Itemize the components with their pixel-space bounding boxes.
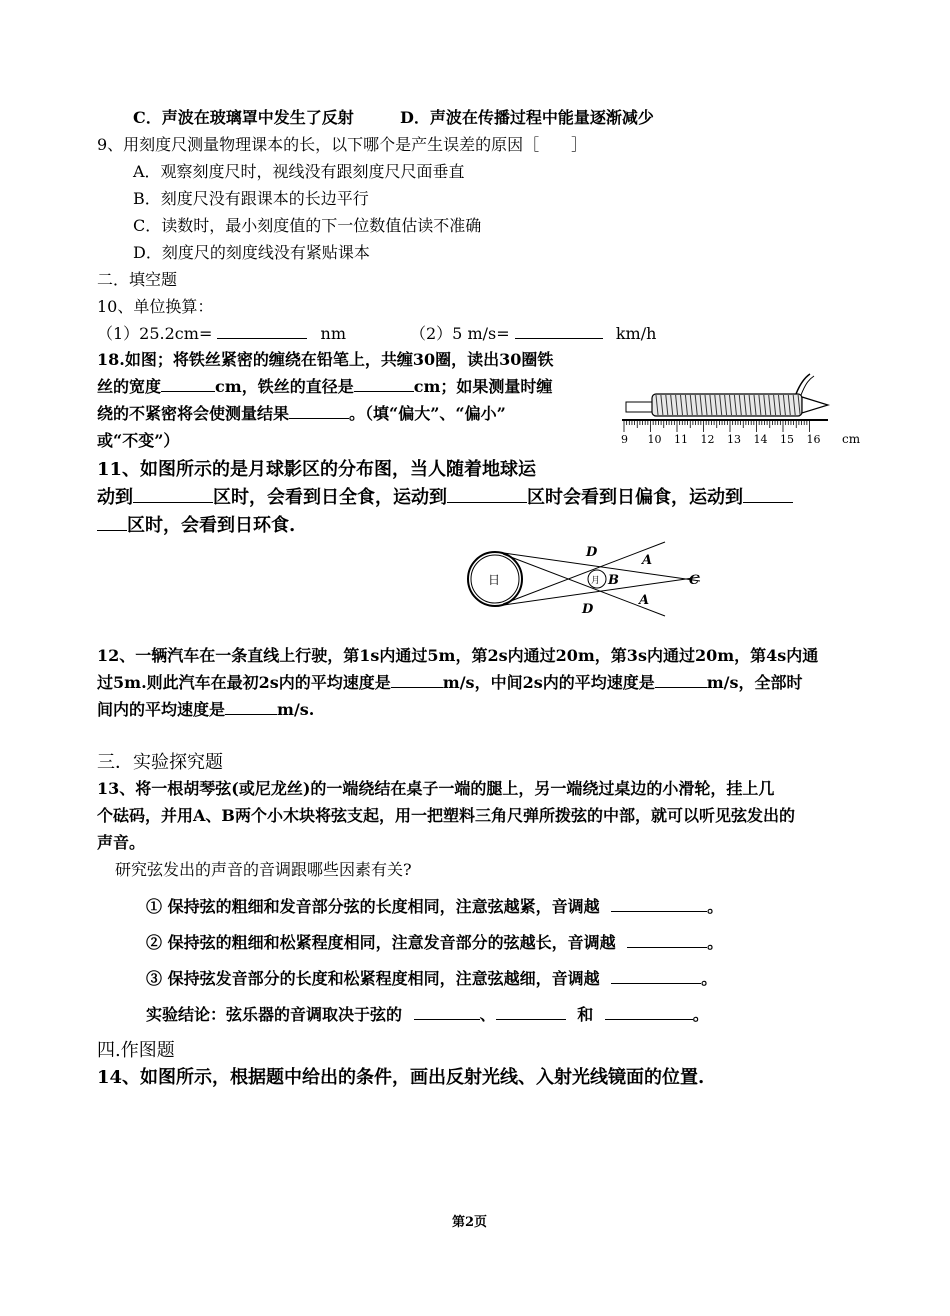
q11-line1: 11、如图所示的是月球影区的分布图，当人随着地球运 [97,459,537,480]
ruler-tick-label: 11 [674,433,688,446]
q11-partial-eclipse-blank[interactable] [447,485,527,503]
q13-line3: 声音。 [97,833,146,852]
q18-line2 [97,376,552,398]
q18-diameter-blank[interactable] [354,376,414,392]
q10-part2-unit: km/h [615,324,657,343]
q12-total-blank[interactable] [225,699,277,715]
q13-line1: 13、将一根胡琴弦(或尼龙丝)的一端绕结在桌子一端的腿上，另一端绕过桌边的小滑轮，挂上几 [97,779,775,798]
q10-part1-blank[interactable] [217,323,307,339]
pencil-tip [802,397,828,413]
q11-total-eclipse-blank[interactable] [133,485,213,503]
q10-part1-prefix: （1）25.2cm= [97,324,213,343]
q18-line4: 或“不变”） [97,431,180,450]
page-footer: 第2页 [452,1215,488,1230]
q11-line2-a: 动到 [97,487,133,508]
ruler-tick-label: 13 [727,433,741,446]
q9-option-d: D．刻度尺的刻度线没有紧贴课本 [133,243,370,262]
q9-option-b: B．刻度尺没有跟课本的长边平行 [133,189,369,208]
q12-middle2s-blank[interactable] [655,672,707,688]
q11-line3-text: 区时，会看到日环食. [127,515,296,536]
q13-conclusion-blank-2[interactable] [496,1004,566,1020]
q13-item1-text: ① 保持弦的粗细和发音部分弦的长度相同，注意弦越紧，音调越 [146,897,600,916]
q9-option-c: C．读数时，最小刻度值的下一位数值估读不准确 [133,216,482,235]
q13-item2-blank[interactable] [627,932,707,948]
q10-stem: 10、单位换算： [97,297,214,316]
q13-item1-blank[interactable] [611,896,707,912]
region-a-top-label: A [642,553,653,568]
ruler-unit-label: cm [842,432,861,446]
q12-line1: 12、一辆汽车在一条直线上行驶，第1s内通过5m，第2s内通过20m，第3s内通过20m，第4s内通 [97,646,819,665]
q12-first2s-blank[interactable] [391,672,443,688]
wire-tail-2 [801,376,814,395]
q12-line2-b: m/s，中间2s内的平均速度是 [442,673,655,692]
q9-option-a: A．观察刻度尺时，视线没有跟刻度尺尺面垂直 [133,162,465,181]
q13-conclusion-text: 实验结论：弦乐器的音调取决于弦的 [146,1005,403,1024]
q11-annular-blank-a[interactable] [743,485,793,503]
q11-line3 [97,513,295,539]
q11-line2 [97,485,793,511]
q10-part2 [410,323,656,345]
region-d-bottom-label: D [582,602,594,617]
section-4-heading: 四.作图题 [97,1040,175,1061]
q13-conclusion-blank-1[interactable] [414,1004,480,1020]
q18-result-blank[interactable] [289,403,349,419]
region-c-label: C [689,573,700,588]
ruler-ticks [624,420,810,432]
ruler-tick-label: 15 [780,433,794,446]
q18-line3-b: 。（填“偏大”、“偏小” [349,404,506,423]
q10-part2-prefix: （2）5 m/s= [410,324,510,343]
q13-item1 [146,896,723,918]
q11-line2-c: 区时会看到日偏食，运动到 [527,487,743,508]
q18-line2-a: 丝的宽度 [97,377,162,396]
q18-line3 [97,403,506,425]
moon-label: 月 [591,576,601,586]
q8-option-d: D．声波在传播过程中能量逐渐减少 [400,108,654,127]
q18-line2-b: cm，铁丝的直径是 [215,377,354,396]
q11-annular-blank-b[interactable] [97,513,127,531]
q12-line2-c: m/s，全部时 [706,673,803,692]
region-b-label: B [608,573,619,588]
q12-line2-a: 过5m.则此汽车在最初2s内的平均速度是 [97,673,391,692]
q13-item2 [146,932,723,954]
region-a-bottom-label: A [639,593,650,608]
q10-part1-unit: nm [320,324,347,343]
ruler-tick-label: 12 [700,433,715,446]
ruler-coil-figure [618,370,863,450]
ruler-tick-label: 16 [806,433,821,446]
eclipse-figure [465,540,720,620]
q12-line3 [97,699,314,721]
q18-line1: 18.如图；将铁丝紧密的缠绕在铅笔上，共缠30圈，读出30圈铁 [97,350,554,369]
q13-item3-text: ③ 保持弦发音部分的长度和松紧程度相同，注意弦越细，音调越 [146,969,600,988]
q13-item3-period: 。 [701,969,718,988]
ruler-labels [621,433,821,446]
q13-conclusion-period: 。 [692,1005,709,1024]
q13-conclusion [146,1004,709,1026]
q13-item2-text: ② 保持弦的粗细和松紧程度相同，注意发音部分的弦越长，音调越 [146,933,616,952]
section-3-heading: 三．实验探究题 [97,752,223,773]
ruler-tick-label: 14 [753,433,768,446]
q13-question: 研究弦发出的声音的音调跟哪些因素有关? [115,860,412,879]
q18-line3-a: 绕的不紧密将会使测量结果 [97,404,290,423]
q12-line2 [97,672,803,694]
q12-line3-b: m/s. [277,700,315,719]
q13-conclusion-blank-3[interactable] [605,1004,693,1020]
ruler-tick-label: 10 [647,433,662,446]
q14-text: 14、如图所示，根据题中给出的条件，画出反射光线、入射光线镜面的位置. [97,1067,705,1088]
ruler-tick-label: 9 [621,433,628,446]
q11-line2-b: 区时，会看到日全食，运动到 [213,487,447,508]
q9-stem: 9、用刻度尺测量物理课本的长，以下哪个是产生误差的原因［ ］ [97,135,588,154]
q8-option-c: C．声波在玻璃罩中发生了反射 [133,108,354,127]
q13-item1-period: 。 [707,897,724,916]
q18-width-blank[interactable] [161,376,215,392]
q12-line3-a: 间内的平均速度是 [97,700,226,719]
q13-item3-blank[interactable] [611,968,701,984]
q13-line2: 个砝码，并用A、B两个小木块将弦支起，用一把塑料三角尺弹所拨弦的中部，就可以听见弦发出的 [97,806,795,825]
region-d-top-label: D [586,545,598,560]
sun-label: 日 [488,573,501,587]
q18-line2-c: cm；如果测量时缠 [413,377,553,396]
q13-sep1: 、 [479,1005,496,1024]
pencil-end [626,402,652,412]
q10-part2-blank[interactable] [515,323,603,339]
section-2-heading: 二．填空题 [97,270,178,289]
q13-item3 [146,968,717,990]
q13-sep2: 和 [577,1005,594,1024]
q10-part1 [97,323,346,345]
q13-item2-period: 。 [707,933,724,952]
